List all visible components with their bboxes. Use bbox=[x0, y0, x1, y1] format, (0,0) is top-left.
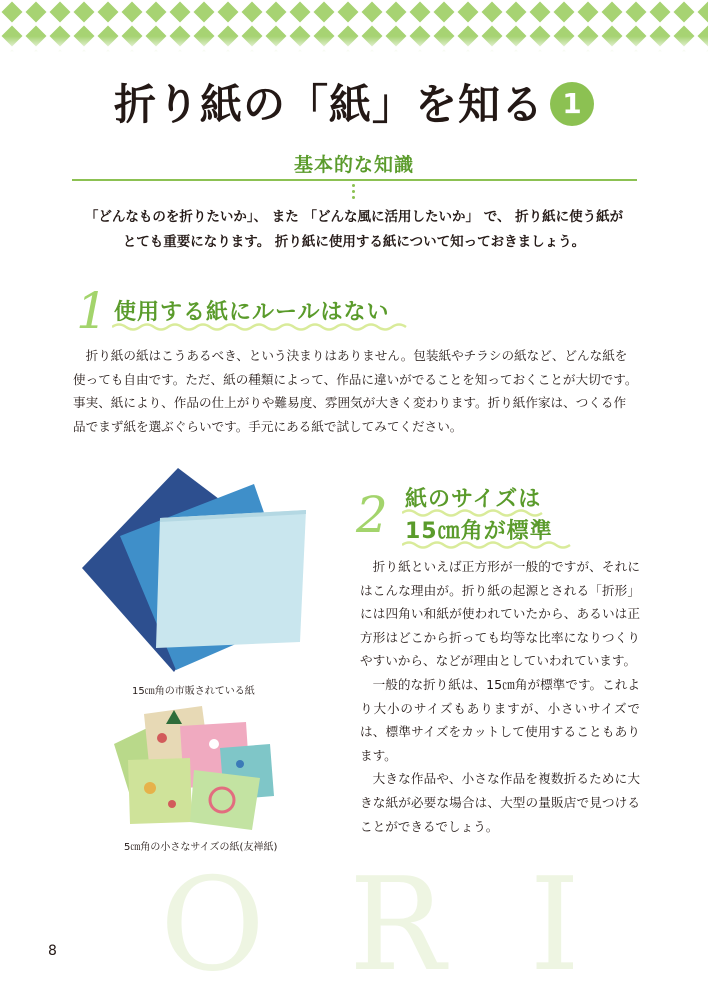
section1-body bbox=[73, 344, 643, 438]
chiyogami-papers-photo bbox=[110, 704, 280, 834]
intro-line: とても重要になります。 折り紙に使用する紙について知っておきましょう。 bbox=[122, 234, 586, 250]
section1-line: 使っても自由です。ただ、紙の種類によって、作品に違いがでることを知っておくことが大切です。 bbox=[73, 371, 638, 387]
image2-caption: 5㎝角の小さなサイズの紙(友禅紙) bbox=[124, 842, 278, 853]
image1-caption: 15㎝角の市販されている紙 bbox=[132, 686, 255, 697]
section2-heading-line: 15㎝角が標準 bbox=[405, 519, 553, 544]
section1-line: 折り紙の紙はこうあるべき、という決まりはありません。包装紙やチラシの紙など、どんな紙を bbox=[85, 348, 628, 363]
section1-number: 1 bbox=[76, 282, 108, 340]
section1-line: 事実、紙により、作品の仕上がりや難易度、雰囲気が大きく変わります。折り紙作家は、つくる作 bbox=[73, 395, 627, 410]
section1-line: 品でまず紙を選ぶぐらいです。手元にある紙で試してみてください。 bbox=[73, 418, 463, 434]
section1-heading: 使用する紙にルールはない bbox=[114, 300, 390, 325]
section2-paragraph: 折り紙といえば正方形が一般的ですが、それにはこんな理由が。折り紙の起源とされる「折形」には四角い和紙が使われていたから、あるいは正方形はどこから折っても均等な比率になりつくりやすいから、などが理由としていわれています。 bbox=[360, 559, 640, 669]
section2-wave-underline-2 bbox=[402, 540, 574, 550]
subtitle-divider bbox=[72, 179, 637, 181]
section2-paragraph: 大きな作品や、小さな作品を複数折るために大きな紙が必要な場合は、大型の量販店で見つけることができるでしょう。 bbox=[360, 771, 640, 834]
section2-heading-line: 紙のサイズは bbox=[405, 487, 542, 512]
section1-wave-underline bbox=[112, 322, 408, 332]
section2-number: 2 bbox=[356, 486, 388, 544]
watermark-letter: R bbox=[349, 851, 446, 1000]
section2-body bbox=[360, 555, 640, 838]
ori-watermark bbox=[160, 851, 580, 1000]
section2-wave-underline-1 bbox=[402, 508, 546, 518]
page-subtitle: 基本的な知識 bbox=[293, 154, 414, 176]
intro-text bbox=[60, 205, 648, 255]
watermark-letter: O bbox=[160, 851, 265, 1000]
section2-paragraph: 一般的な折り紙は、15㎝角が標準です。これより大小のサイズもありますが、小さいサイズでは、標準サイズをカットして使用することもあります。 bbox=[360, 676, 640, 763]
title-number-badge: 1 bbox=[550, 82, 594, 126]
page-title-text: 折り紙の「紙」を知る bbox=[113, 80, 544, 129]
origami-paper-stack-photo bbox=[78, 466, 313, 676]
watermark-letter: I bbox=[529, 851, 580, 1000]
dotted-connector bbox=[352, 184, 356, 202]
intro-line: 「どんなものを折りたいか」、 また 「どんな風に活用したいか」 で、 折り紙に使う紙が bbox=[84, 209, 624, 225]
page-title bbox=[0, 72, 708, 132]
diamond-pattern-band bbox=[0, 0, 708, 52]
page-number: 8 bbox=[48, 943, 57, 959]
